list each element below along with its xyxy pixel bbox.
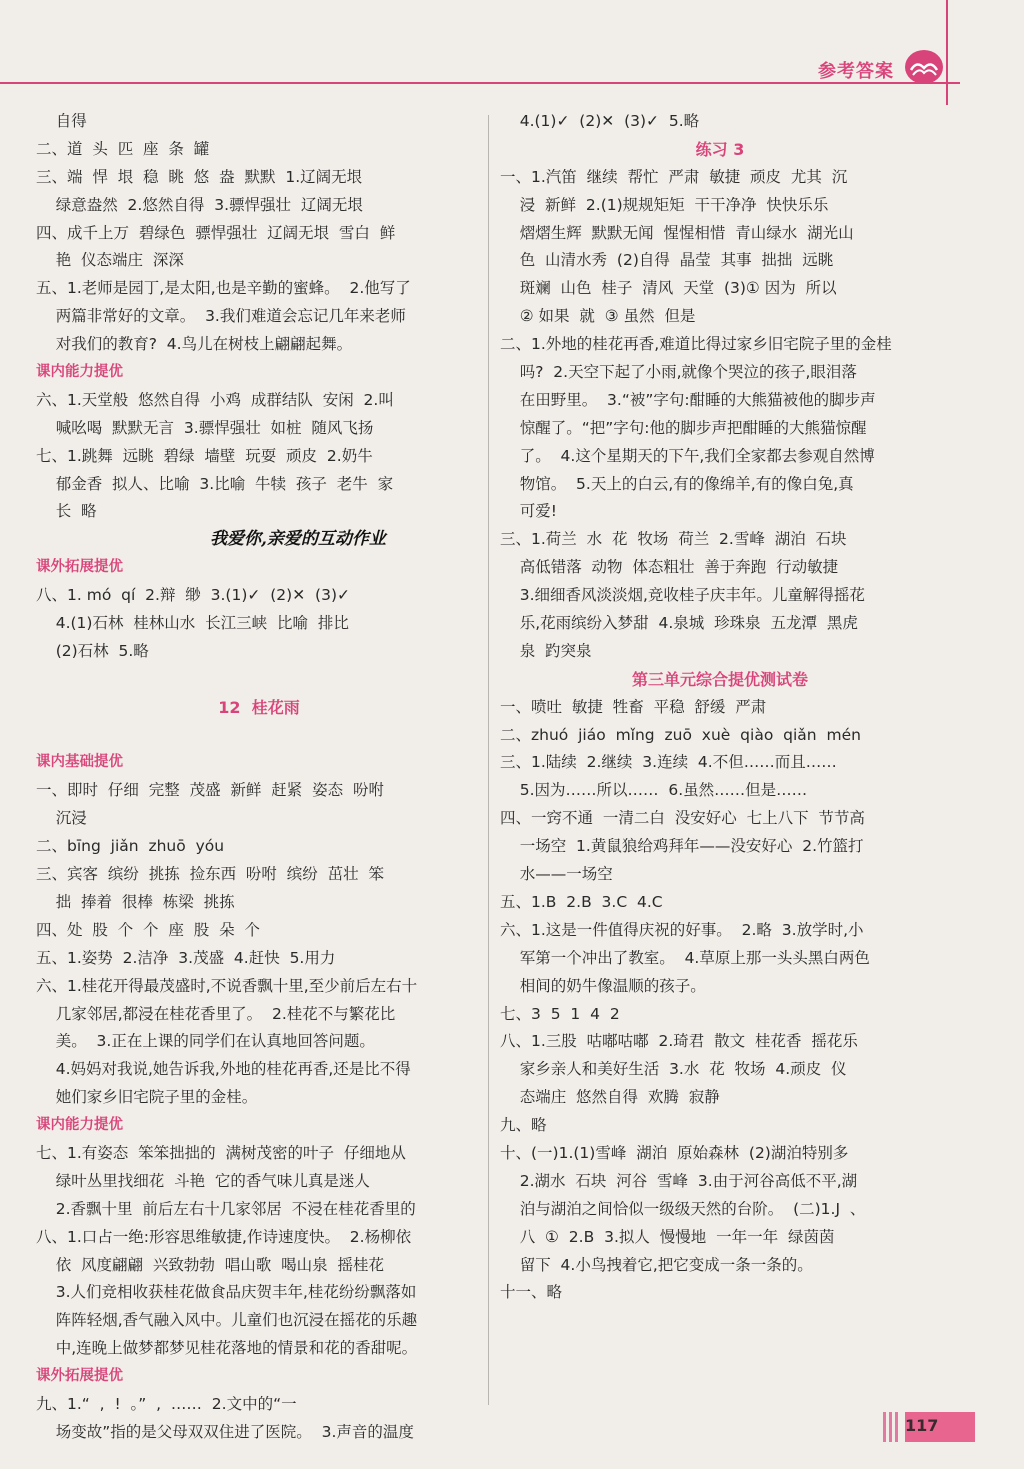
answer-line: 长 略 — [36, 502, 97, 521]
answer-line: 惊醒了。“把”字句:他的脚步声把酣睡的大熊猫惊醒 — [500, 418, 867, 437]
section-label: 课内能力提优 — [36, 1117, 123, 1134]
left-column — [36, 108, 482, 1447]
handwritten-note: 我爱你,亲爱的互动作业 — [210, 529, 386, 550]
answer-line: 自得 — [36, 112, 87, 130]
section-label: 课内基础提优 — [36, 754, 123, 771]
answer-line: 一、即时 仔细 完整 茂盛 新鲜 赶紧 姿态 吩咐 — [36, 781, 384, 800]
answer-line: 四、成千上万 碧绿色 骠悍强壮 辽阔无垠 雪白 鲜 — [36, 223, 396, 242]
answer-line: 她们家乡旧宅院子里的金桂。 — [36, 1088, 258, 1107]
answer-line: 八、1.三股 咕嘟咕嘟 2.琦君 散文 桂花香 摇花乐 — [500, 1032, 858, 1051]
answer-line: 斑斓 山色 桂子 清风 天堂 (3)① 因为 所以 — [500, 279, 837, 298]
answer-line: 四、处 股 个 个 座 股 朵 个 — [36, 920, 260, 939]
answer-line: 二、道 头 匹 座 条 罐 — [36, 139, 210, 158]
answer-line: 两篇非常好的文章。 3.我们难道会忘记几年来老师 — [36, 307, 406, 326]
page-number-box — [883, 1412, 975, 1442]
answer-line: 军第一个冲出了教室。 4.草原上那一头头黑白两色 — [500, 948, 870, 967]
answer-line: 三、宾客 缤纷 挑拣 捡东西 吩咐 缤纷 茁壮 笨 — [36, 865, 384, 884]
page-header — [0, 0, 1024, 100]
answer-line: 色 山清水秀 (2)自得 晶莹 其事 拙拙 远眺 — [500, 251, 834, 270]
answer-line: 物馆。 5.天上的白云,有的像绵羊,有的像白兔,真 — [500, 474, 854, 493]
answer-line: 郁金香 拟人、比喻 3.比喻 牛犊 孩子 老牛 家 — [36, 474, 394, 493]
answer-line: 4.(1)✓ (2)✕ (3)✓ 5.略 — [500, 112, 700, 130]
answer-line: 九、1.“ , ! 。” , …… 2.文中的“一 — [36, 1394, 297, 1413]
header-title: 参考答案 — [818, 61, 894, 82]
answer-line: 3.人们竞相收获桂花做食品庆贺丰年,桂花纷纷飘落如 — [36, 1283, 417, 1302]
answer-line: 五、1.姿势 2.洁净 3.茂盛 4.赶快 5.用力 — [36, 948, 336, 967]
answer-line: 一场空 1.黄鼠狼给鸡拜年——没安好心 2.竹篮打 — [500, 837, 864, 856]
answer-line: 一、喷吐 敏捷 牲畜 平稳 舒缓 严肃 — [500, 697, 767, 716]
answer-line: 场变故”指的是父母双双住进了医院。 3.声音的温度 — [36, 1422, 414, 1441]
answer-line: 美。 3.正在上课的同学们在认真地回答问题。 — [36, 1032, 375, 1051]
answer-line: 六、1.这是一件值得庆祝的好事。 2.略 3.放学时,小 — [500, 920, 864, 939]
header-vertical-rule — [946, 0, 948, 105]
answer-line: 熠熠生辉 默默无闻 惺惺相惜 青山绿水 湖光山 — [500, 223, 854, 242]
answer-line: 六、1.桂花开得最茂盛时,不说香飘十里,至少前后左右十 — [36, 976, 418, 995]
answer-line: 五、1.老师是园丁,是太阳,也是辛勤的蜜蜂。 2.他写了 — [36, 279, 411, 298]
answer-line: 泊与湖泊之间恰似一级级天然的台阶。 (二)1.J 、 — [500, 1199, 866, 1218]
answer-line: 四、一窍不通 一清二白 没安好心 七上八下 节节高 — [500, 809, 865, 828]
answer-line: ② 如果 就 ③ 虽然 但是 — [500, 307, 696, 326]
answer-line: 阵阵轻烟,香气融入风中。儿童们也沉浸在摇花的乐趣 — [36, 1311, 418, 1330]
answer-line: 泉 趵突泉 — [500, 641, 592, 660]
answer-line: 了。 4.这个星期天的下午,我们全家都去参观自然博 — [500, 446, 875, 465]
answer-line: 艳 仪态端庄 深深 — [36, 251, 184, 270]
publisher-logo-icon — [905, 50, 943, 84]
section-label: 课内能力提优 — [36, 364, 123, 381]
answer-line: 六、1.天堂般 悠然自得 小鸡 成群结队 安闲 2.叫 — [36, 390, 394, 409]
header-rule — [0, 82, 960, 84]
section-label: 课外拓展提优 — [36, 559, 123, 576]
right-column — [500, 108, 940, 1307]
section-heading: 第三单元综合提优测试卷 — [631, 669, 808, 689]
answer-line: 中,连晚上做梦都梦见桂花落地的情景和花的香甜呢。 — [36, 1339, 418, 1358]
answer-line: 高低错落 动物 体态粗壮 善于奔跑 行动敏捷 — [500, 558, 839, 577]
answer-line: 沉浸 — [36, 809, 87, 828]
answer-line: 绿意盎然 2.悠然自得 3.骠悍强壮 辽阔无垠 — [36, 195, 363, 214]
answer-line: 相间的奶牛像温顺的孩子。 — [500, 976, 706, 995]
answer-line: 水——一场空 — [500, 865, 613, 884]
answer-line: 喊吆喝 默默无言 3.骠悍强壮 如桩 随风飞扬 — [36, 418, 374, 437]
answer-line: 2.湖水 石块 河谷 雪峰 3.由于河谷高低不平,湖 — [500, 1171, 858, 1190]
section-heading: 练习 3 — [695, 139, 745, 159]
blank-line — [36, 722, 482, 750]
page-tab-stripe — [883, 1412, 886, 1442]
answer-line: 3.细细香风淡淡烟,竞收桂子庆丰年。儿童解得摇花 — [500, 586, 865, 605]
answer-line: 4.(1)石林 桂林山水 长江三峡 比喻 排比 — [36, 614, 349, 633]
answer-line: 4.妈妈对我说,她告诉我,外地的桂花再香,还是比不得 — [36, 1060, 411, 1079]
answer-line: 十、(一)1.(1)雪峰 湖泊 原始森林 (2)湖泊特别多 — [500, 1143, 849, 1162]
answer-line: 二、zhuó jiáo mǐng zuō xuè qiào qiǎn mén — [500, 725, 861, 744]
answer-line: 乐,花雨缤纷入梦甜 4.泉城 珍珠泉 五龙潭 黑虎 — [500, 614, 858, 633]
answer-line: 拙 捧着 很棒 栋梁 挑拣 — [36, 892, 235, 911]
answer-line: 七、1.有姿态 笨笨拙拙的 满树茂密的叶子 仔细地从 — [36, 1143, 406, 1162]
answer-line: 八 ① 2.B 3.拟人 慢慢地 一年一年 绿茵茵 — [500, 1227, 835, 1246]
answer-line: 三、1.荷兰 水 花 牧场 荷兰 2.雪峰 湖泊 石块 — [500, 530, 847, 549]
answer-line: 家乡亲人和美好生活 3.水 花 牧场 4.顽皮 仪 — [500, 1060, 847, 1079]
answer-line: 态端庄 悠然自得 欢腾 寂静 — [500, 1088, 720, 1107]
answer-line: 浸 新鲜 2.(1)规规矩矩 干干净净 快快乐乐 — [500, 195, 829, 214]
answer-line: 二、bīng jiǎn zhuō yóu — [36, 837, 225, 856]
answer-line: 七、3 5 1 4 2 — [500, 1004, 620, 1023]
page-tab-stripe — [889, 1412, 892, 1442]
answer-line: 二、1.外地的桂花再香,难道比得过家乡旧宅院子里的金桂 — [500, 335, 892, 354]
answer-line: 在田野里。 3.“被”字句:酣睡的大熊猫被他的脚步声 — [500, 390, 876, 409]
answer-line: 三、1.陆续 2.继续 3.连续 4.不但……而且…… — [500, 753, 837, 772]
answer-line: 吗? 2.天空下起了小雨,就像个哭泣的孩子,眼泪落 — [500, 363, 857, 382]
blank-line — [36, 666, 482, 694]
answer-line: 三、端 悍 垠 稳 眺 悠 盎 默默 1.辽阔无垠 — [36, 167, 363, 186]
answer-line: 八、1. mó qí 2.辩 缈 3.(1)✓ (2)✕ (3)✓ — [36, 586, 350, 605]
page-number: 117 — [905, 1416, 939, 1435]
answer-line: 一、1.汽笛 继续 帮忙 严肃 敏捷 顽皮 尤其 沉 — [500, 167, 848, 186]
answer-line: 七、1.跳舞 远眺 碧绿 墙壁 玩耍 顽皮 2.奶牛 — [36, 446, 373, 465]
page-tab-stripe — [895, 1412, 898, 1442]
answer-line: 2.香飘十里 前后左右十几家邻居 不浸在桂花香里的 — [36, 1199, 416, 1218]
section-heading: 12 桂花雨 — [218, 697, 300, 717]
section-label: 课外拓展提优 — [36, 1368, 123, 1385]
answer-line: 依 风度翩翩 兴致勃勃 唱山歌 喝山泉 摇桂花 — [36, 1255, 384, 1274]
answer-line: 十一、略 — [500, 1283, 563, 1302]
answer-line: 5.因为……所以…… 6.虽然……但是…… — [500, 781, 808, 800]
answer-line: 可爱! — [500, 502, 557, 521]
answer-line: (2)石林 5.略 — [36, 641, 149, 660]
answer-line: 八、1.口占一绝:形容思维敏捷,作诗速度快。 2.杨柳依 — [36, 1227, 412, 1246]
answer-line: 对我们的教育? 4.鸟儿在树枝上翩翩起舞。 — [36, 335, 353, 354]
answer-line: 绿叶丛里找细花 斗艳 它的香气味儿真是迷人 — [36, 1171, 370, 1190]
answer-line: 留下 4.小鸟拽着它,把它变成一条一条的。 — [500, 1255, 813, 1274]
column-divider — [488, 115, 489, 1405]
answer-line: 几家邻居,都浸在桂花香里了。 2.桂花不与繁花比 — [36, 1004, 396, 1023]
answer-line: 九、略 — [500, 1116, 547, 1135]
answer-line: 五、1.B 2.B 3.C 4.C — [500, 892, 663, 911]
